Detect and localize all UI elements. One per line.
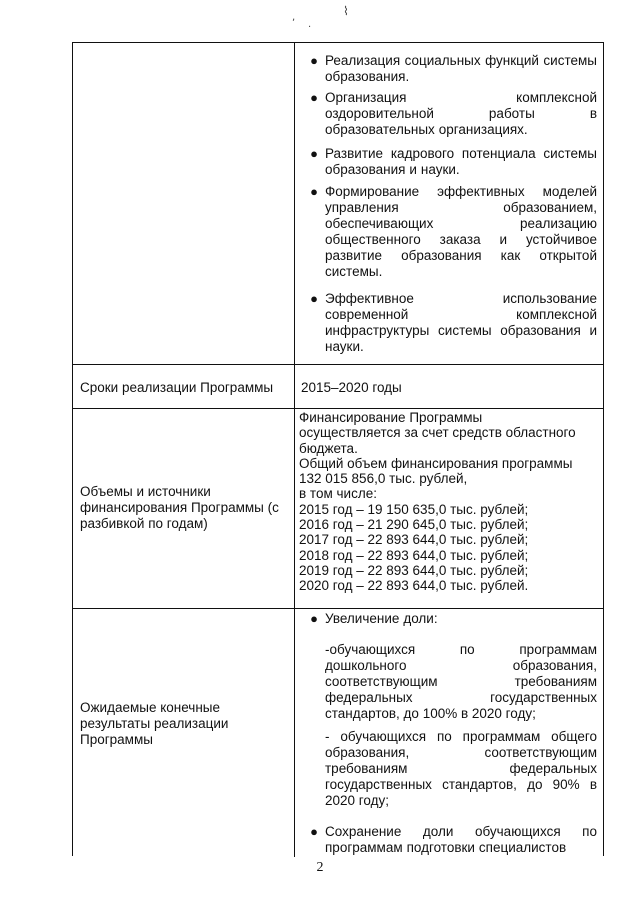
terms-value-cell [295, 365, 603, 408]
financing-text-block [299, 410, 597, 594]
goals-value-cell [295, 43, 603, 364]
list-item [303, 611, 597, 627]
financing-line: 2020 год – 22 893 644,0 тыс. рублей. [299, 578, 529, 594]
financing-line: 2017 год – 22 893 644,0 тыс. рублей; [299, 532, 529, 548]
result-bullet-text: Увеличение доли: [325, 611, 438, 626]
list-item [303, 291, 597, 355]
goal-text: Развитие кадрового потенциала системы образования и науки. [325, 146, 597, 177]
financing-line: в том числе: [299, 486, 377, 502]
goals-label-cell [73, 43, 295, 364]
bullet-icon: ● [310, 291, 318, 306]
financing-line: 132 015 856,0 тыс. рублей, [299, 471, 468, 487]
result-subitem: -обучающихся по программам дошкольного образования, соответствующим требованиям федеральных государственных стандартов, до 100% в 2020 году; [325, 642, 597, 721]
list-item [303, 53, 597, 85]
result-subitem: - обучающихся по программам общего образования, соответствующим требованиям федеральных государственных стандартов, до 90% в 2020 году; [325, 729, 597, 808]
bullet-icon: ● [310, 90, 318, 105]
bullet-icon: ● [310, 146, 318, 161]
financing-line: Общий объем финансирования программы [299, 455, 573, 471]
terms-label: Сроки реализации Программы [80, 380, 274, 395]
goal-text: Реализация социальных функций системы образования. [325, 53, 597, 84]
financing-label-cell [73, 409, 295, 608]
financing-line: 2018 год – 22 893 644,0 тыс. рублей; [299, 547, 529, 563]
financing-value-cell [295, 409, 603, 608]
result-bullet-text: Сохранение доли обучающихся по программам подготовки специалистов [325, 824, 597, 855]
scan-mark: . [308, 19, 312, 30]
financing-line: 2015 год – 19 150 635,0 тыс. рублей; [299, 501, 529, 517]
results-label: Ожидаемые конечные результаты реализации Программы [80, 700, 229, 747]
bullet-icon: ● [310, 611, 318, 626]
list-item [303, 184, 597, 280]
financing-line: бюджета. [299, 440, 358, 456]
goal-text: Эффективное использование современной комплексной инфраструктуры системы образования и науки. [325, 291, 597, 354]
program-passport-table [72, 42, 604, 856]
bullet-icon: ● [310, 53, 318, 68]
goal-text: Формирование эффективных моделей управления образованием, обеспечивающих реализацию общественного заказа и устойчивое развитие образования как открытой системы. [325, 184, 597, 279]
financing-line: 2019 год – 22 893 644,0 тыс. рублей; [299, 562, 529, 578]
list-item [303, 146, 597, 178]
table-row-financing [73, 409, 603, 609]
financing-label: Объемы и источники финансирования Программы (с разбивкой по годам) [80, 484, 279, 531]
terms-label-cell [73, 365, 295, 408]
financing-line: Финансирование Программы [299, 410, 483, 425]
bullet-icon: ● [310, 824, 318, 839]
results-label-cell [73, 609, 295, 857]
financing-line: осуществляется за счет средств областного [299, 425, 576, 441]
financing-line: 2016 год – 21 290 645,0 тыс. рублей; [299, 517, 529, 533]
scan-mark: , [292, 12, 296, 23]
table-row-goals [73, 43, 603, 365]
bullet-icon: ● [310, 184, 318, 199]
terms-value: 2015–2020 годы [301, 380, 402, 395]
results-value-cell [295, 609, 603, 857]
page-number: 2 [316, 860, 324, 875]
table-row-terms [73, 365, 603, 409]
table-row-results [73, 609, 603, 857]
list-item [303, 90, 597, 138]
scan-mark: ⌇ [343, 4, 349, 18]
list-item [303, 824, 597, 856]
goal-text: Организация комплексной оздоровительной работы в образовательных организациях. [325, 90, 597, 137]
